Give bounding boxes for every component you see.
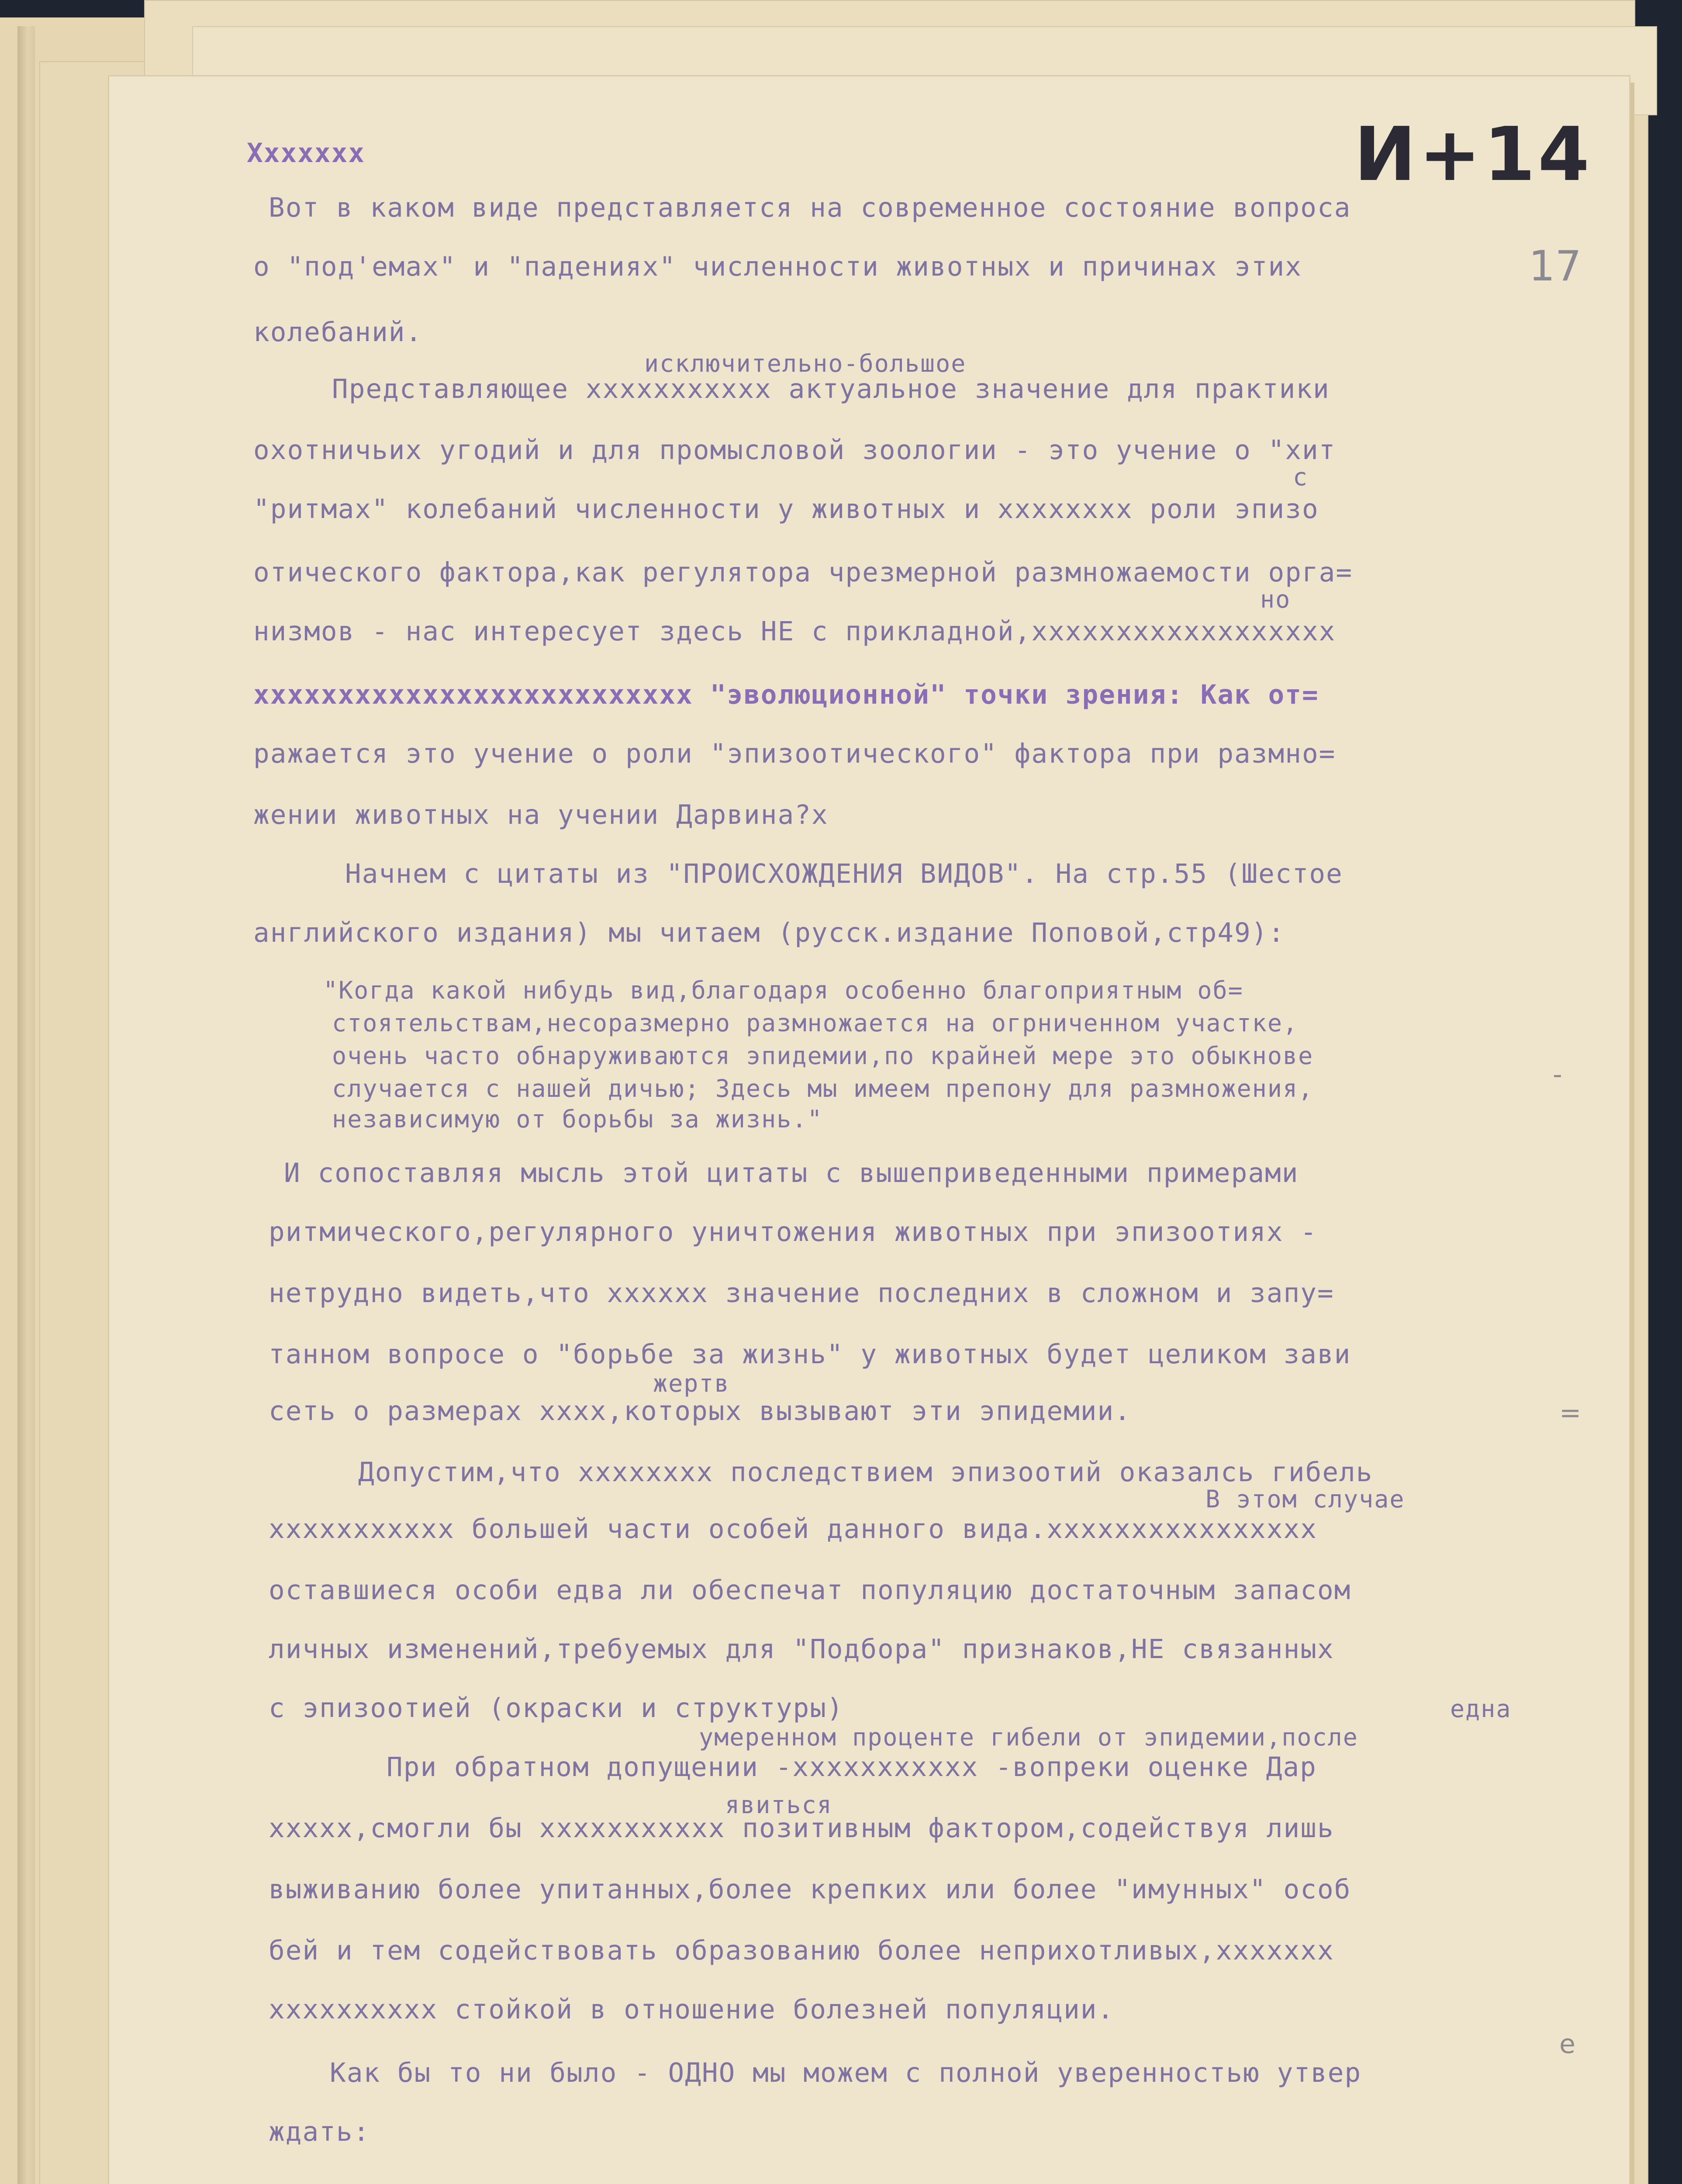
text-line: нетрудно видеть,что хххххх значение последних в сложном и запу=: [269, 1278, 1334, 1309]
text-line: ждать:: [269, 2116, 370, 2147]
inserted-text: но: [1260, 585, 1291, 613]
text-line: Допустим,что хххххххх последствием эпизоотий оказалсь гибель: [358, 1457, 1373, 1488]
text-line: с эпизоотией (окраски и структуры): [269, 1693, 844, 1724]
quote-line: случается с нашей дичью; Здесь мы имеем препону для размножения,: [332, 1075, 1314, 1102]
text-line: низмов - нас интересует здесь НЕ с прикладной,хххххххххххххххххх: [253, 616, 1336, 647]
quote-line: стоятельствам,несоразмерно размножается на огрниченном участке,: [332, 1009, 1299, 1037]
folder-spine: [17, 26, 35, 2184]
text-line: хххххххххххххххххххххххххх "эволюционной" точки зрения: Как от=: [253, 679, 1319, 710]
folio-number: 17: [1529, 242, 1582, 290]
inserted-text: с: [1293, 463, 1309, 491]
text-line: жении животных на учении Дарвина?х: [253, 799, 829, 830]
text-line: сеть о размерах хххх,которых вызывают эти эпидемии.: [269, 1396, 1131, 1427]
edge-mark: =: [1559, 1398, 1582, 1428]
text-line: При обратном допущении -ххххххххххх -вопреки оценке Дар: [387, 1752, 1317, 1783]
text-line: ритмического,регулярного уничтожения животных при эпизоотиях -: [269, 1216, 1317, 1248]
quote-line: независимую от борьбы за жизнь.": [332, 1105, 823, 1133]
text-line: Вот в каком виде представляется на современное состояние вопроса: [269, 192, 1351, 223]
text-line: Начнем с цитаты из "ПРОИСХОЖДЕНИЯ ВИДОВ". На стр.55 (Шестое: [345, 858, 1343, 889]
text-line: о "под'емах" и "падениях" численности животных и причинах этих: [253, 251, 1302, 282]
text-line: охотничьих угодий и для промысловой зоологии - это учение о "хит: [253, 435, 1336, 466]
quote-line: очень часто обнаруживаются эпидемии,по крайней мере это обыкнове: [332, 1042, 1314, 1070]
text-line: хххххххххх стойкой в отношение болезней популяции.: [269, 1994, 1115, 2025]
text-line: английского издания) мы читаем (русск.издание Поповой,стр49):: [253, 917, 1285, 948]
text-line: выживанию более упитанных,более крепких или более "имунных" особ: [269, 1874, 1351, 1905]
quote-line: "Когда какой нибудь вид,благодаря особенно благоприятным об=: [323, 976, 1243, 1004]
text-line: оставшиеся особи едва ли обеспечат популяцию достаточным запасом: [269, 1575, 1351, 1606]
inserted-text: В этом случае: [1205, 1485, 1405, 1513]
text-line: "ритмах" колебаний численности у животных и хххххххх роли эпизо: [253, 494, 1319, 525]
text-line: ххххх,смогли бы ххххххххххх позитивным фактором,содействуя лишь: [269, 1813, 1334, 1844]
edge-mark: -: [1553, 1059, 1562, 1090]
text-line: Представляющее ххххххххххх актуальное значение для практики: [332, 373, 1330, 404]
inserted-text: умеренном проценте гибели от эпидемии,после: [699, 1723, 1358, 1751]
text-line: И сопоставляя мысль этой цитаты с вышеприведенными примерами: [284, 1158, 1299, 1189]
inserted-text: една: [1450, 1695, 1512, 1723]
text-line: ражается это учение о роли "эпизоотического" фактора при размно=: [253, 738, 1336, 769]
archive-number: И+14: [1354, 111, 1592, 198]
text-line: колебаний.: [253, 317, 423, 348]
text-line: Как бы то ни было - ОДНО мы можем с полной уверенностью утвер: [330, 2057, 1362, 2088]
inserted-text: жертв: [653, 1369, 730, 1397]
text-line: ххххххххххх большей части особей данного вида.хххххххххххххххх: [269, 1514, 1317, 1545]
inserted-text: явиться: [725, 1791, 832, 1819]
inserted-text: исключительно-большое: [644, 349, 967, 377]
text-line: бей и тем содействовать образованию более неприхотливых,ххххххх: [269, 1935, 1334, 1966]
struck-heading: Ххххххх: [247, 138, 366, 169]
text-line: отического фактора,как регулятора чрезмерной размножаемости орга=: [253, 557, 1353, 588]
text-line: танном вопросе о "борьбе за жизнь" у животных будет целиком зави: [269, 1339, 1351, 1370]
edge-mark: е: [1559, 2029, 1575, 2060]
text-line: личных изменений,требуемых для "Подбора" признаков,НЕ связанных: [269, 1634, 1334, 1665]
